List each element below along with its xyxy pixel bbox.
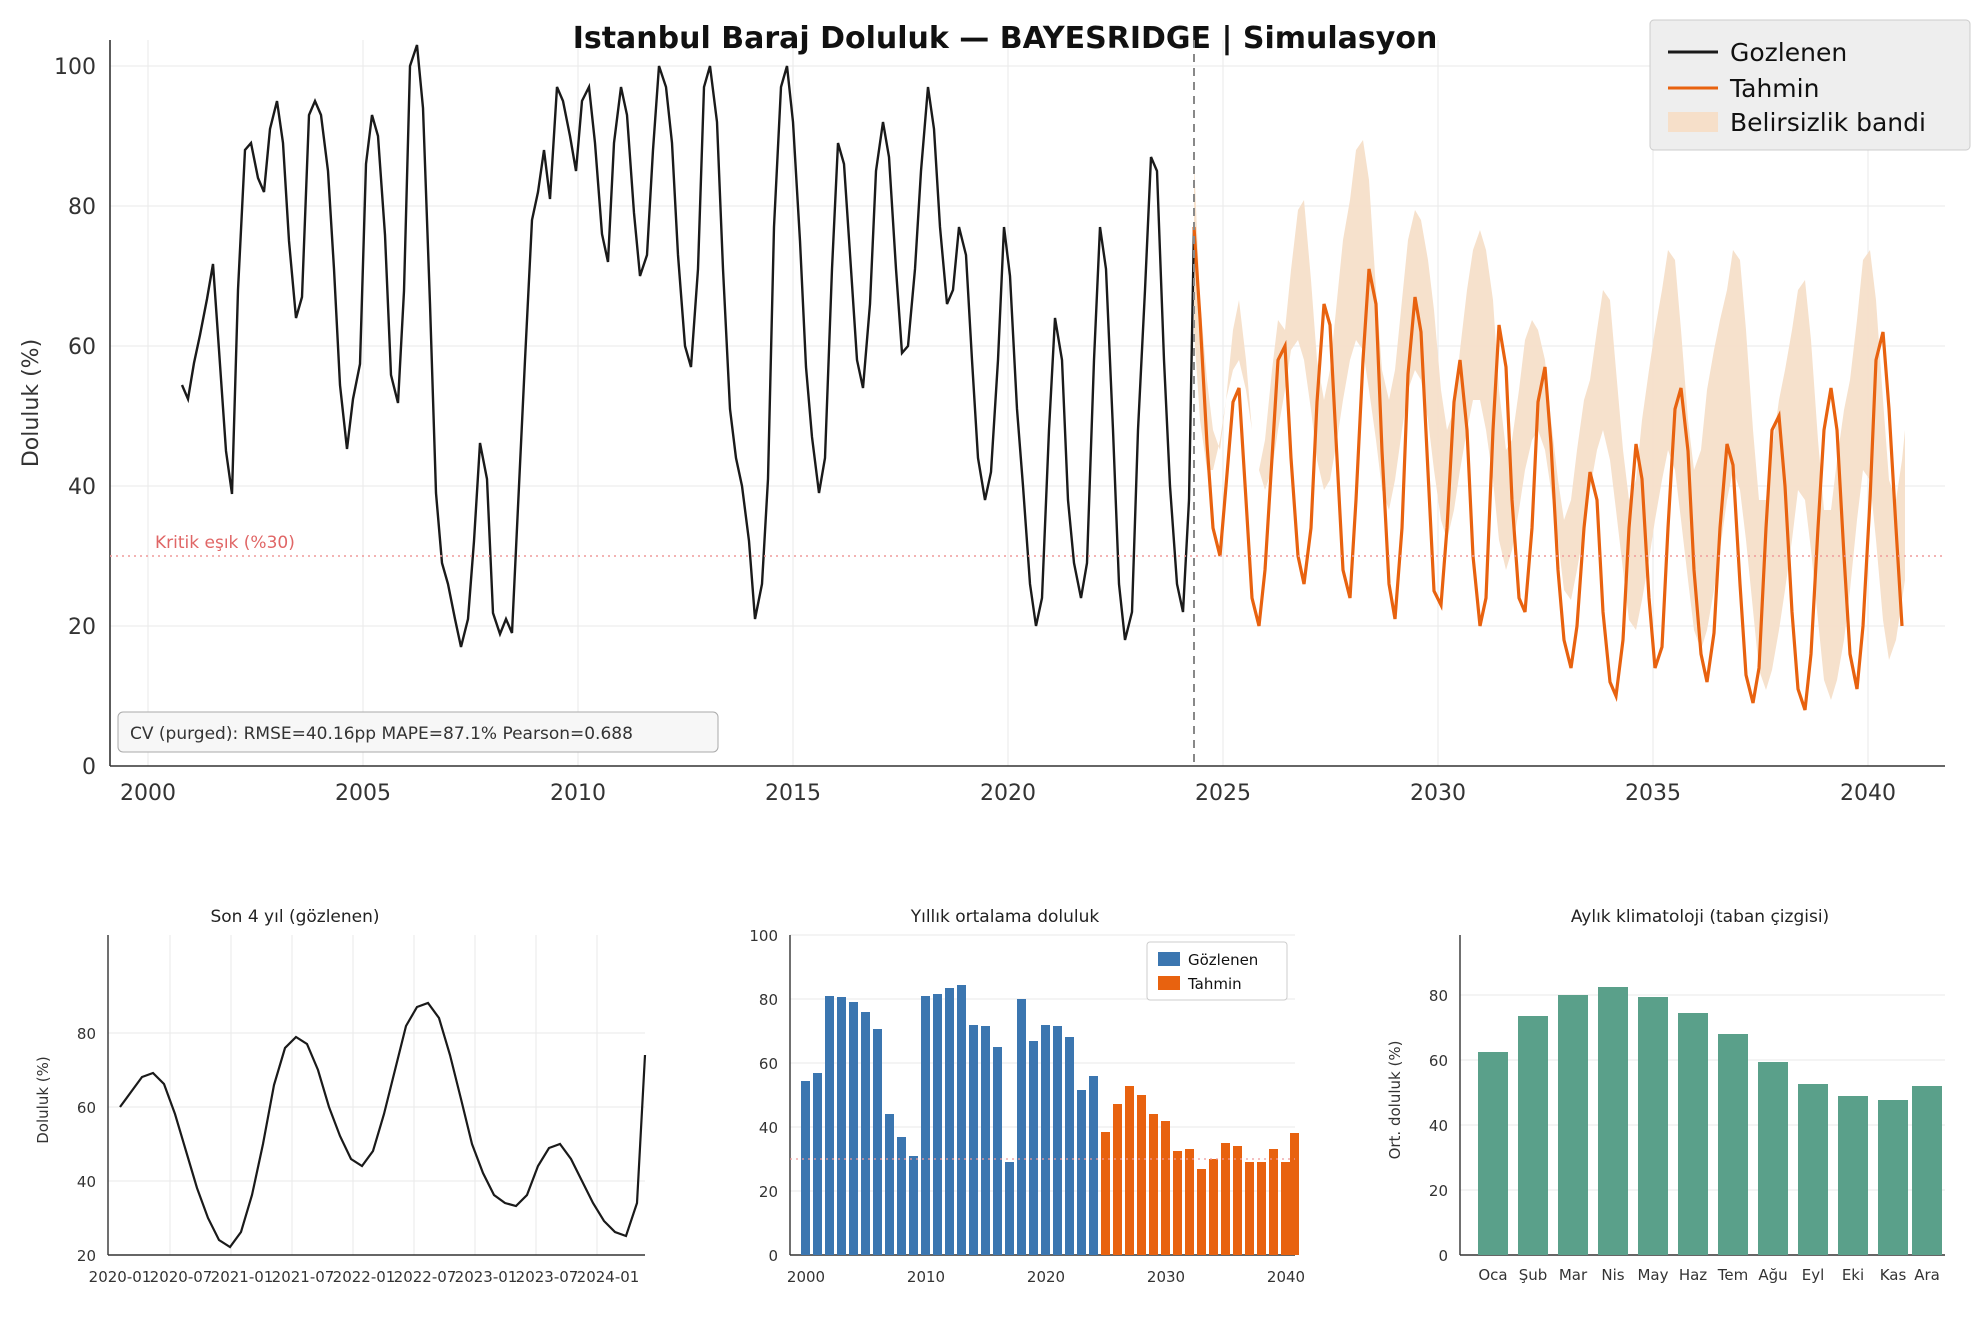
- annual-ytick-20: 20: [758, 1183, 778, 1201]
- metrics-box: [118, 712, 718, 752]
- subchart-monthly-ylabel: Ort. doluluk (%): [1386, 1040, 1404, 1160]
- main-x-tick-2015: 2015: [765, 781, 821, 806]
- last4-ytick-40: 40: [76, 1173, 96, 1191]
- last4-xtick-1: 2020-07: [149, 1268, 213, 1286]
- annual-legend-swatch-gozlenen: [1158, 952, 1180, 966]
- main-x-tick-2005: 2005: [335, 781, 391, 806]
- legend-swatch-belirsizlik: [1668, 112, 1718, 132]
- main-y-tick-20: 20: [68, 615, 96, 640]
- legend-label-gozlenen: Gozlenen: [1730, 38, 1848, 67]
- annual-xtick-2000: 2000: [786, 1268, 826, 1286]
- last4-xtick-2: 2021-01: [210, 1268, 274, 1286]
- main-legend[interactable]: [1650, 20, 1970, 150]
- main-y-tick-100: 100: [54, 55, 96, 80]
- critical-threshold-label: Kritik eşık (%30): [155, 533, 295, 553]
- main-y-tick-0: 0: [82, 755, 96, 780]
- annual-ytick-60: 60: [758, 1055, 778, 1073]
- annual-ytick-0: 0: [768, 1247, 778, 1265]
- main-y-tick-80: 80: [68, 195, 96, 220]
- legend-label-tahmin: Tahmin: [1730, 74, 1820, 103]
- main-y-tick-60: 60: [68, 335, 96, 360]
- annual-legend-swatch-tahmin: [1158, 976, 1180, 990]
- main-x-tick-2010: 2010: [550, 781, 606, 806]
- monthly-xtick-nis: Nis: [1601, 1266, 1625, 1284]
- last4-xtick-4: 2022-01: [332, 1268, 396, 1286]
- last4-ytick-20: 20: [76, 1247, 96, 1265]
- monthly-xtick-agu: Ağu: [1758, 1266, 1788, 1284]
- annual-xtick-2030: 2030: [1146, 1268, 1186, 1286]
- monthly-xtick-ara: Ara: [1914, 1266, 1940, 1284]
- last4-xtick-0: 2020-01: [88, 1268, 152, 1286]
- monthly-xtick-haz: Haz: [1678, 1266, 1708, 1284]
- last4-ytick-60: 60: [76, 1099, 96, 1117]
- annual-legend[interactable]: [1147, 942, 1287, 1000]
- last4-xtick-8: 2024-01: [576, 1268, 640, 1286]
- main-x-tick-2025: 2025: [1195, 781, 1251, 806]
- main-y-tick-40: 40: [68, 475, 96, 500]
- last4-xtick-6: 2023-01: [454, 1268, 518, 1286]
- annual-xtick-2020: 2020: [1026, 1268, 1066, 1286]
- monthly-xtick-oca: Oca: [1478, 1266, 1508, 1284]
- main-y-axis-label: Doluluk (%): [19, 338, 44, 468]
- last4-ytick-80: 80: [76, 1025, 96, 1043]
- annual-legend-label-gozlenen: Gözlenen: [1188, 951, 1259, 969]
- annual-ytick-80: 80: [758, 991, 778, 1009]
- main-x-tick-2030: 2030: [1410, 781, 1466, 806]
- subchart-last4years-title: Son 4 yıl (gözlenen): [210, 907, 380, 927]
- main-x-tick-2000: 2000: [120, 781, 176, 806]
- annual-ytick-100: 100: [749, 927, 778, 945]
- monthly-ytick-60: 60: [1428, 1052, 1448, 1070]
- monthly-xtick-eki: Eki: [1841, 1266, 1865, 1284]
- monthly-ytick-0: 0: [1438, 1247, 1448, 1265]
- sub-charts-row: [0, 900, 1981, 1338]
- monthly-xtick-may: May: [1637, 1266, 1669, 1284]
- last4-xtick-3: 2021-07: [271, 1268, 335, 1286]
- main-x-tick-2020: 2020: [980, 781, 1036, 806]
- monthly-xtick-sub: Şub: [1518, 1266, 1548, 1284]
- annual-legend-label-tahmin: Tahmin: [1188, 975, 1242, 993]
- subchart-last4years-ylabel: Doluluk (%): [34, 1056, 52, 1144]
- monthly-xtick-tem: Tem: [1717, 1266, 1749, 1284]
- monthly-xtick-kas: Kas: [1879, 1266, 1907, 1284]
- main-chart-title: Istanbul Baraj Doluluk — BAYESRIDGE | Simulasyon: [572, 21, 1438, 56]
- main-x-tick-2035: 2035: [1625, 781, 1681, 806]
- monthly-ytick-80: 80: [1428, 987, 1448, 1005]
- monthly-xtick-eyl: Eyl: [1801, 1266, 1825, 1284]
- monthly-xtick-mar: Mar: [1558, 1266, 1588, 1284]
- sub-charts-svg: [0, 900, 1981, 1338]
- main-x-ticks: [120, 781, 1896, 806]
- annual-xtick-2010: 2010: [906, 1268, 946, 1286]
- annual-ytick-40: 40: [758, 1119, 778, 1137]
- last4-xtick-5: 2022-07: [393, 1268, 457, 1286]
- legend-label-belirsizlik: Belirsizlik bandi: [1730, 108, 1926, 137]
- last4-xtick-7: 2023-07: [515, 1268, 579, 1286]
- annual-xtick-2040: 2040: [1266, 1268, 1306, 1286]
- metrics-text: CV (purged): RMSE=40.16pp MAPE=87.1% Pearson=0.688: [130, 724, 633, 744]
- subchart-annual-mean-title: Yıllık ortalama doluluk: [910, 907, 1100, 927]
- monthly-ytick-20: 20: [1428, 1182, 1448, 1200]
- monthly-ytick-40: 40: [1428, 1117, 1448, 1135]
- subchart-monthly-title: Aylık klimatoloji (taban çizgisi): [1570, 907, 1830, 927]
- main-x-tick-2040: 2040: [1840, 781, 1896, 806]
